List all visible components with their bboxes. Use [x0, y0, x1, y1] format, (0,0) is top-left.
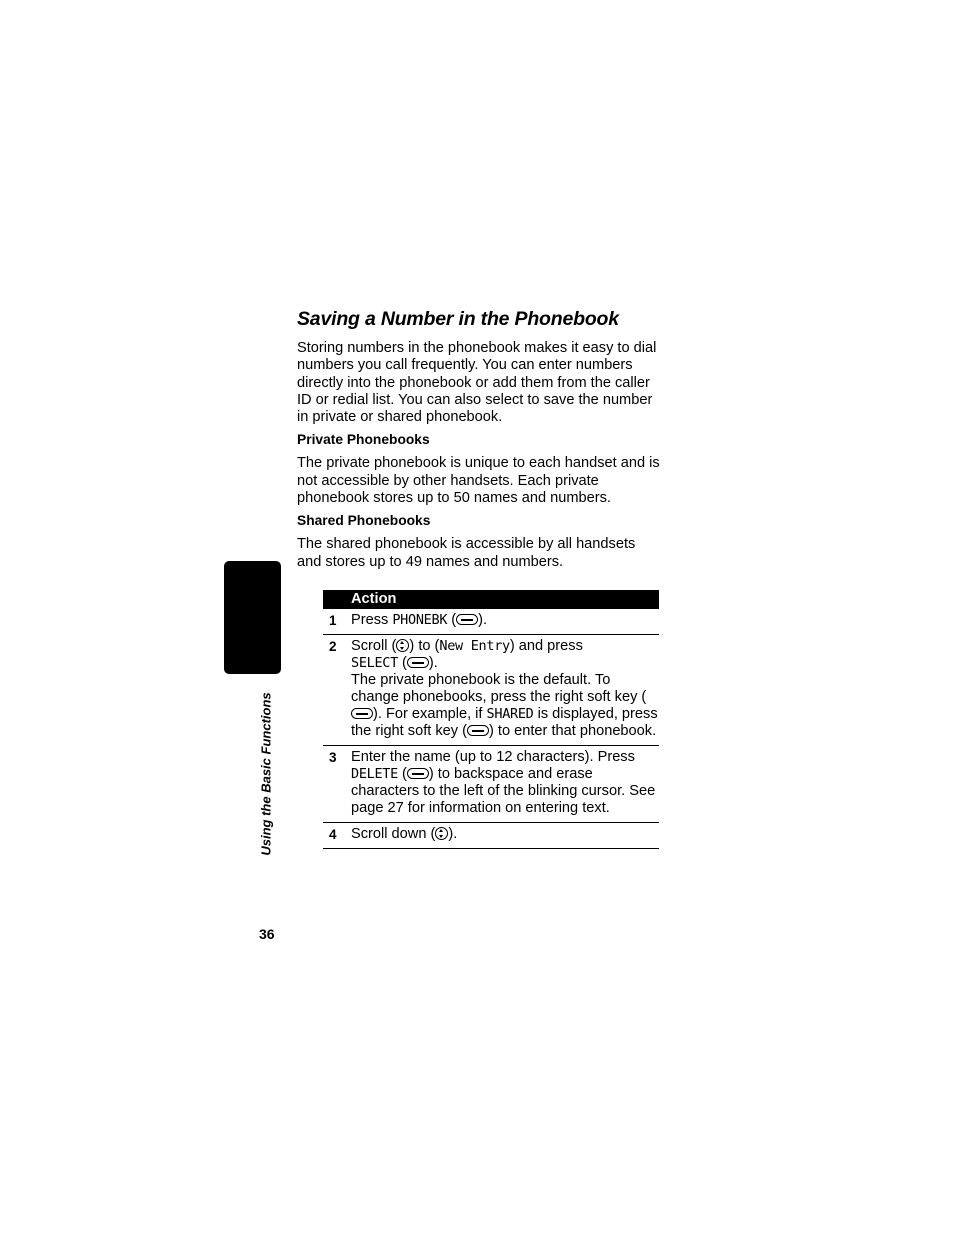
- nav-key-icon: [435, 827, 448, 840]
- step-text: Scroll down ( ).: [351, 823, 659, 849]
- display-text: SHARED: [486, 706, 534, 722]
- private-paragraph: The private phonebook is unique to each handset and is not accessible by other handsets. Each private phonebook stores up to 50 names and numbers.: [297, 455, 660, 507]
- private-heading: Private Phonebooks: [297, 432, 430, 448]
- display-text: PHONEBK: [392, 612, 448, 628]
- table-row: [323, 609, 659, 635]
- display-text: DELETE: [351, 766, 398, 782]
- table-header-row: [323, 590, 659, 609]
- step-text: Scroll ( ) to (New Entry) and press SELECT ( ). The private phonebook is the default. To change phonebooks, press the right soft key (). For example, if SHARED is displayed, press the right soft key ( ) to enter that phonebook.: [351, 635, 659, 746]
- page-number: 36: [259, 926, 275, 942]
- step-number: 3: [323, 746, 351, 823]
- table-row: [323, 635, 659, 746]
- table-row: [323, 746, 659, 823]
- shared-heading: Shared Phonebooks: [297, 513, 431, 529]
- soft-key-icon: [351, 708, 373, 719]
- main-content: [297, 308, 662, 571]
- step-number: 2: [323, 635, 351, 746]
- soft-key-icon: [456, 614, 478, 625]
- step-number: 4: [323, 823, 351, 849]
- intro-paragraph: Storing numbers in the phonebook makes it easy to dial numbers you call frequently. You can enter numbers directly into the phonebook or add them from the caller ID or redial list. You can also select to save the number in private or shared phonebook.: [297, 340, 657, 426]
- display-text: SELECT: [351, 655, 398, 671]
- section-tab-marker: [224, 561, 281, 674]
- nav-key-icon: [396, 639, 409, 652]
- step-text: Enter the name (up to 12 characters). Press DELETE ( ) to backspace and erase characters to the left of the blinking cursor. See page 27 for information on entering text.: [351, 746, 659, 823]
- display-text: New Entry: [439, 638, 510, 654]
- section-side-label: Using the Basic Functions: [258, 692, 274, 856]
- step-text: Press PHONEBK ( ).: [351, 609, 659, 635]
- step-number: 1: [323, 609, 351, 635]
- action-header: Action: [351, 590, 659, 609]
- table-row: [323, 823, 659, 849]
- shared-paragraph: The shared phonebook is accessible by all handsets and stores up to 49 names and numbers.: [297, 536, 636, 570]
- soft-key-icon: [407, 657, 429, 668]
- soft-key-icon: [467, 725, 489, 736]
- soft-key-icon: [407, 768, 429, 779]
- action-table: [323, 590, 659, 849]
- section-title: Saving a Number in the Phonebook: [297, 308, 619, 330]
